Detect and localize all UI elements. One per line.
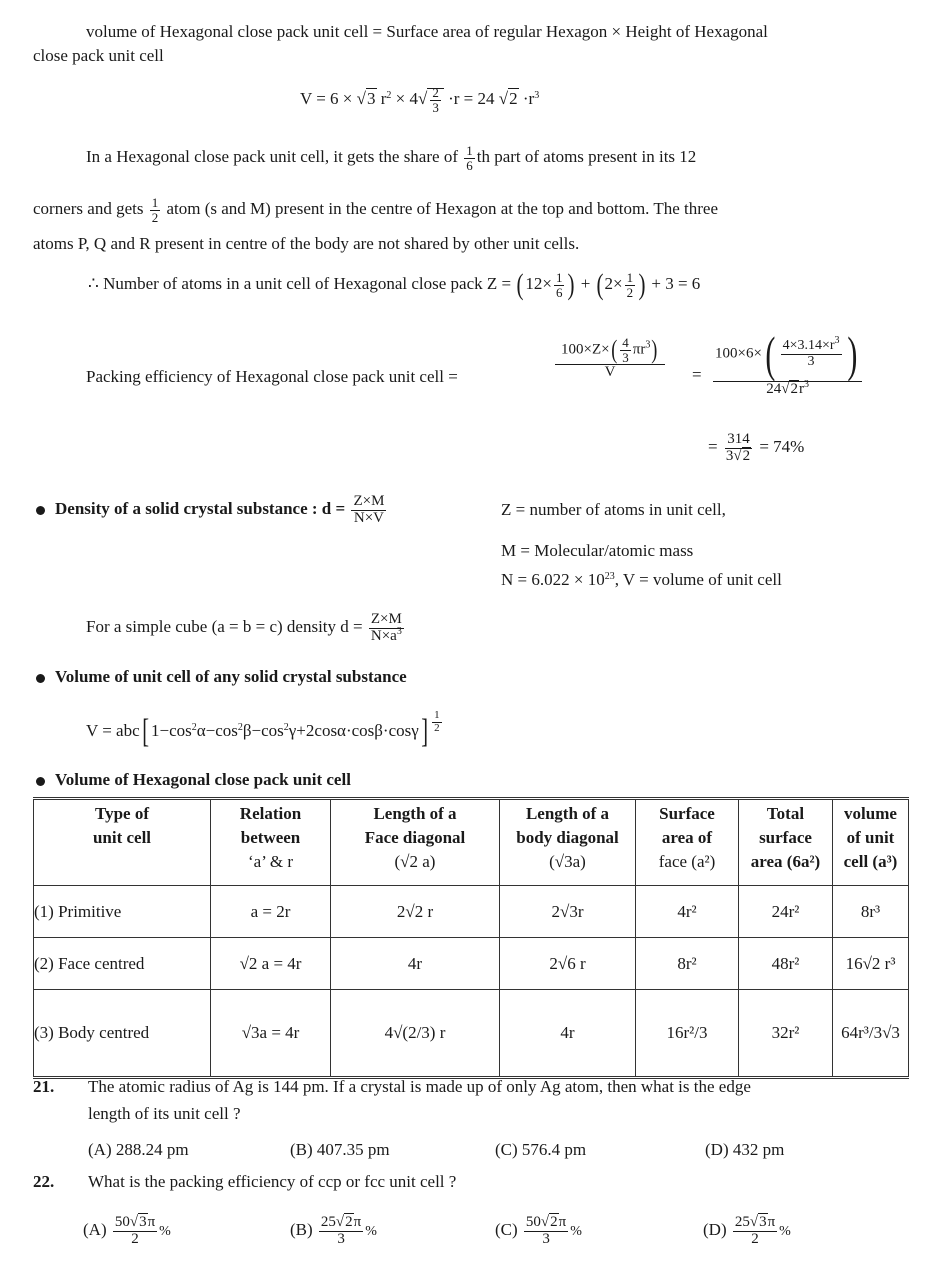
q21-option-b[interactable]: (B) 407.35 pm xyxy=(290,1140,390,1159)
question-22-text: What is the packing efficiency of ccp or fcc unit cell ? xyxy=(88,1172,457,1191)
packing-fraction-2: 100×6×( $\frac{4\times 3.14\times r^3}{3}$ ) $24√2r^3$ xyxy=(711,328,864,397)
header-body-diagonal: Length of a body diagonal (√3a) xyxy=(500,799,636,886)
hcp-volume-intro-line1: volume of Hexagonal close pack unit cell = Surface area of regular Hexagon × Height of Hexagonal xyxy=(86,22,768,41)
sqrt-two-thirds: √ $\frac{2}{3}$ xyxy=(418,86,444,114)
density-legend-z: Z = number of atoms in unit cell, xyxy=(501,500,726,519)
q22-option-b[interactable]: (B) $\frac{25√2\pi}{3}$ % xyxy=(290,1214,377,1247)
q21-option-a[interactable]: (A) 288.24 pm xyxy=(88,1140,189,1159)
question-22-number: 22. xyxy=(33,1172,55,1191)
q22-option-c[interactable]: (C) $\frac{50√2\pi}{3}$ % xyxy=(495,1214,582,1247)
question-21-number: 21. xyxy=(33,1077,55,1096)
table-row: (2) Face centred √2 a = 4r 4r 2√6 r 8r² 48r² 16√2 r³ xyxy=(34,938,909,990)
sqrt3: √3 xyxy=(356,89,376,109)
header-type: Type of unit cell xyxy=(34,799,211,886)
one-sixth-fraction: $\frac{1}{6}$ xyxy=(466,143,473,173)
header-total-surface: Total surface area (6a²) xyxy=(739,799,833,886)
share-line3: atoms P, Q and R present in centre of the body are not shared by other unit cells. xyxy=(33,234,580,253)
eq-lhs: V = 6 × xyxy=(300,89,357,109)
header-relation: Relation between ‘a’ & r xyxy=(211,799,331,886)
density-heading: Density of a solid crystal substance : d = $\frac{Z\times M}{N\times V}$ xyxy=(36,494,388,527)
q22-option-d[interactable]: (D) $\frac{25√3\pi}{2}$ % xyxy=(703,1214,791,1247)
header-volume: volume of unit cell (a³) xyxy=(833,799,909,886)
cube-density: For a simple cube (a = b = c) density d = $\frac{Z\times M}{N\times a^3}$ xyxy=(86,611,402,644)
header-surface-area: Surface area of face (a²) xyxy=(636,799,739,886)
table-row: (1) Primitive a = 2r 2√2 r 2√3r 4r² 24r² 8r³ xyxy=(34,886,909,938)
hcp-table-heading: Volume of Hexagonal close pack unit cell xyxy=(36,770,351,790)
table-header-row xyxy=(34,799,909,886)
header-face-diagonal: Length of a Face diagonal (√2 a) xyxy=(331,799,500,886)
question-21-text-line1: The atomic radius of Ag is 144 pm. If a crystal is made up of only Ag atom, then what is the edge xyxy=(88,1077,751,1096)
packing-fraction-1: 100×Z×( $\frac{4}{3}$ $\pi r^3$) V xyxy=(553,336,667,381)
density-legend-m: M = Molecular/atomic mass xyxy=(501,541,694,560)
q21-option-d[interactable]: (D) 432 pm xyxy=(705,1140,785,1159)
packing-equals: = xyxy=(692,365,702,384)
hcp-volume-intro-line2: close pack unit cell xyxy=(33,46,164,65)
unit-cell-table xyxy=(33,797,909,1079)
share-line2: corners and gets $\frac{1}{2}$ atom (s and M) present in the centre of Hexagon at the top and bottom. The three xyxy=(33,195,719,225)
packing-efficiency-label: Packing efficiency of Hexagonal close pack unit cell = xyxy=(86,367,458,386)
q21-option-c[interactable]: (C) 576.4 pm xyxy=(495,1140,587,1159)
share-line1: In a Hexagonal close pack unit cell, it gets the share of $\frac{1}{6}$ th part of atoms present in its 12 xyxy=(86,143,697,173)
hcp-volume-equation: V = 6 × √3 $r^2 \times 4√$ $\frac{2}{3}$ ·r = 24 $√2 \cdot r^3$ xyxy=(300,85,540,115)
z-equation: ∴ Number of atoms in a unit cell of Hexagonal close pack Z = (12× $\frac{1}{6}$ ) + (2× $\frac{1}{2}$ ) + 3 = 6 xyxy=(88,268,701,301)
bullet-icon xyxy=(36,506,45,515)
q22-option-a[interactable]: (A) $\frac{50√3\pi}{2}$ % xyxy=(83,1214,171,1247)
table-row: (3) Body centred √3a = 4r 4√(2/3) r 4r 16r²/3 32r² 64r³/3√3 xyxy=(34,990,909,1078)
volume-any-heading: Volume of unit cell of any solid crystal substance xyxy=(36,667,407,687)
bullet-icon xyxy=(36,777,45,786)
question-21-text-line2: length of its unit cell ? xyxy=(88,1104,241,1123)
packing-result: = $\frac{314}{3√2}$ = 74% xyxy=(708,431,805,464)
volume-any-formula: V = abc[ $1-\cos^2\alpha-\cos^2\beta-\cos^2\gamma+2\cos\alpha\cdot\cos\beta\cdot\cos\gamma$] $\frac{1}{2}$ xyxy=(86,709,440,751)
one-half-fraction: $\frac{1}{2}$ xyxy=(151,195,159,225)
bullet-icon xyxy=(36,674,45,683)
density-legend-n: $N = 6.022 \times 10^{23}$, V = volume of unit cell xyxy=(501,570,782,589)
